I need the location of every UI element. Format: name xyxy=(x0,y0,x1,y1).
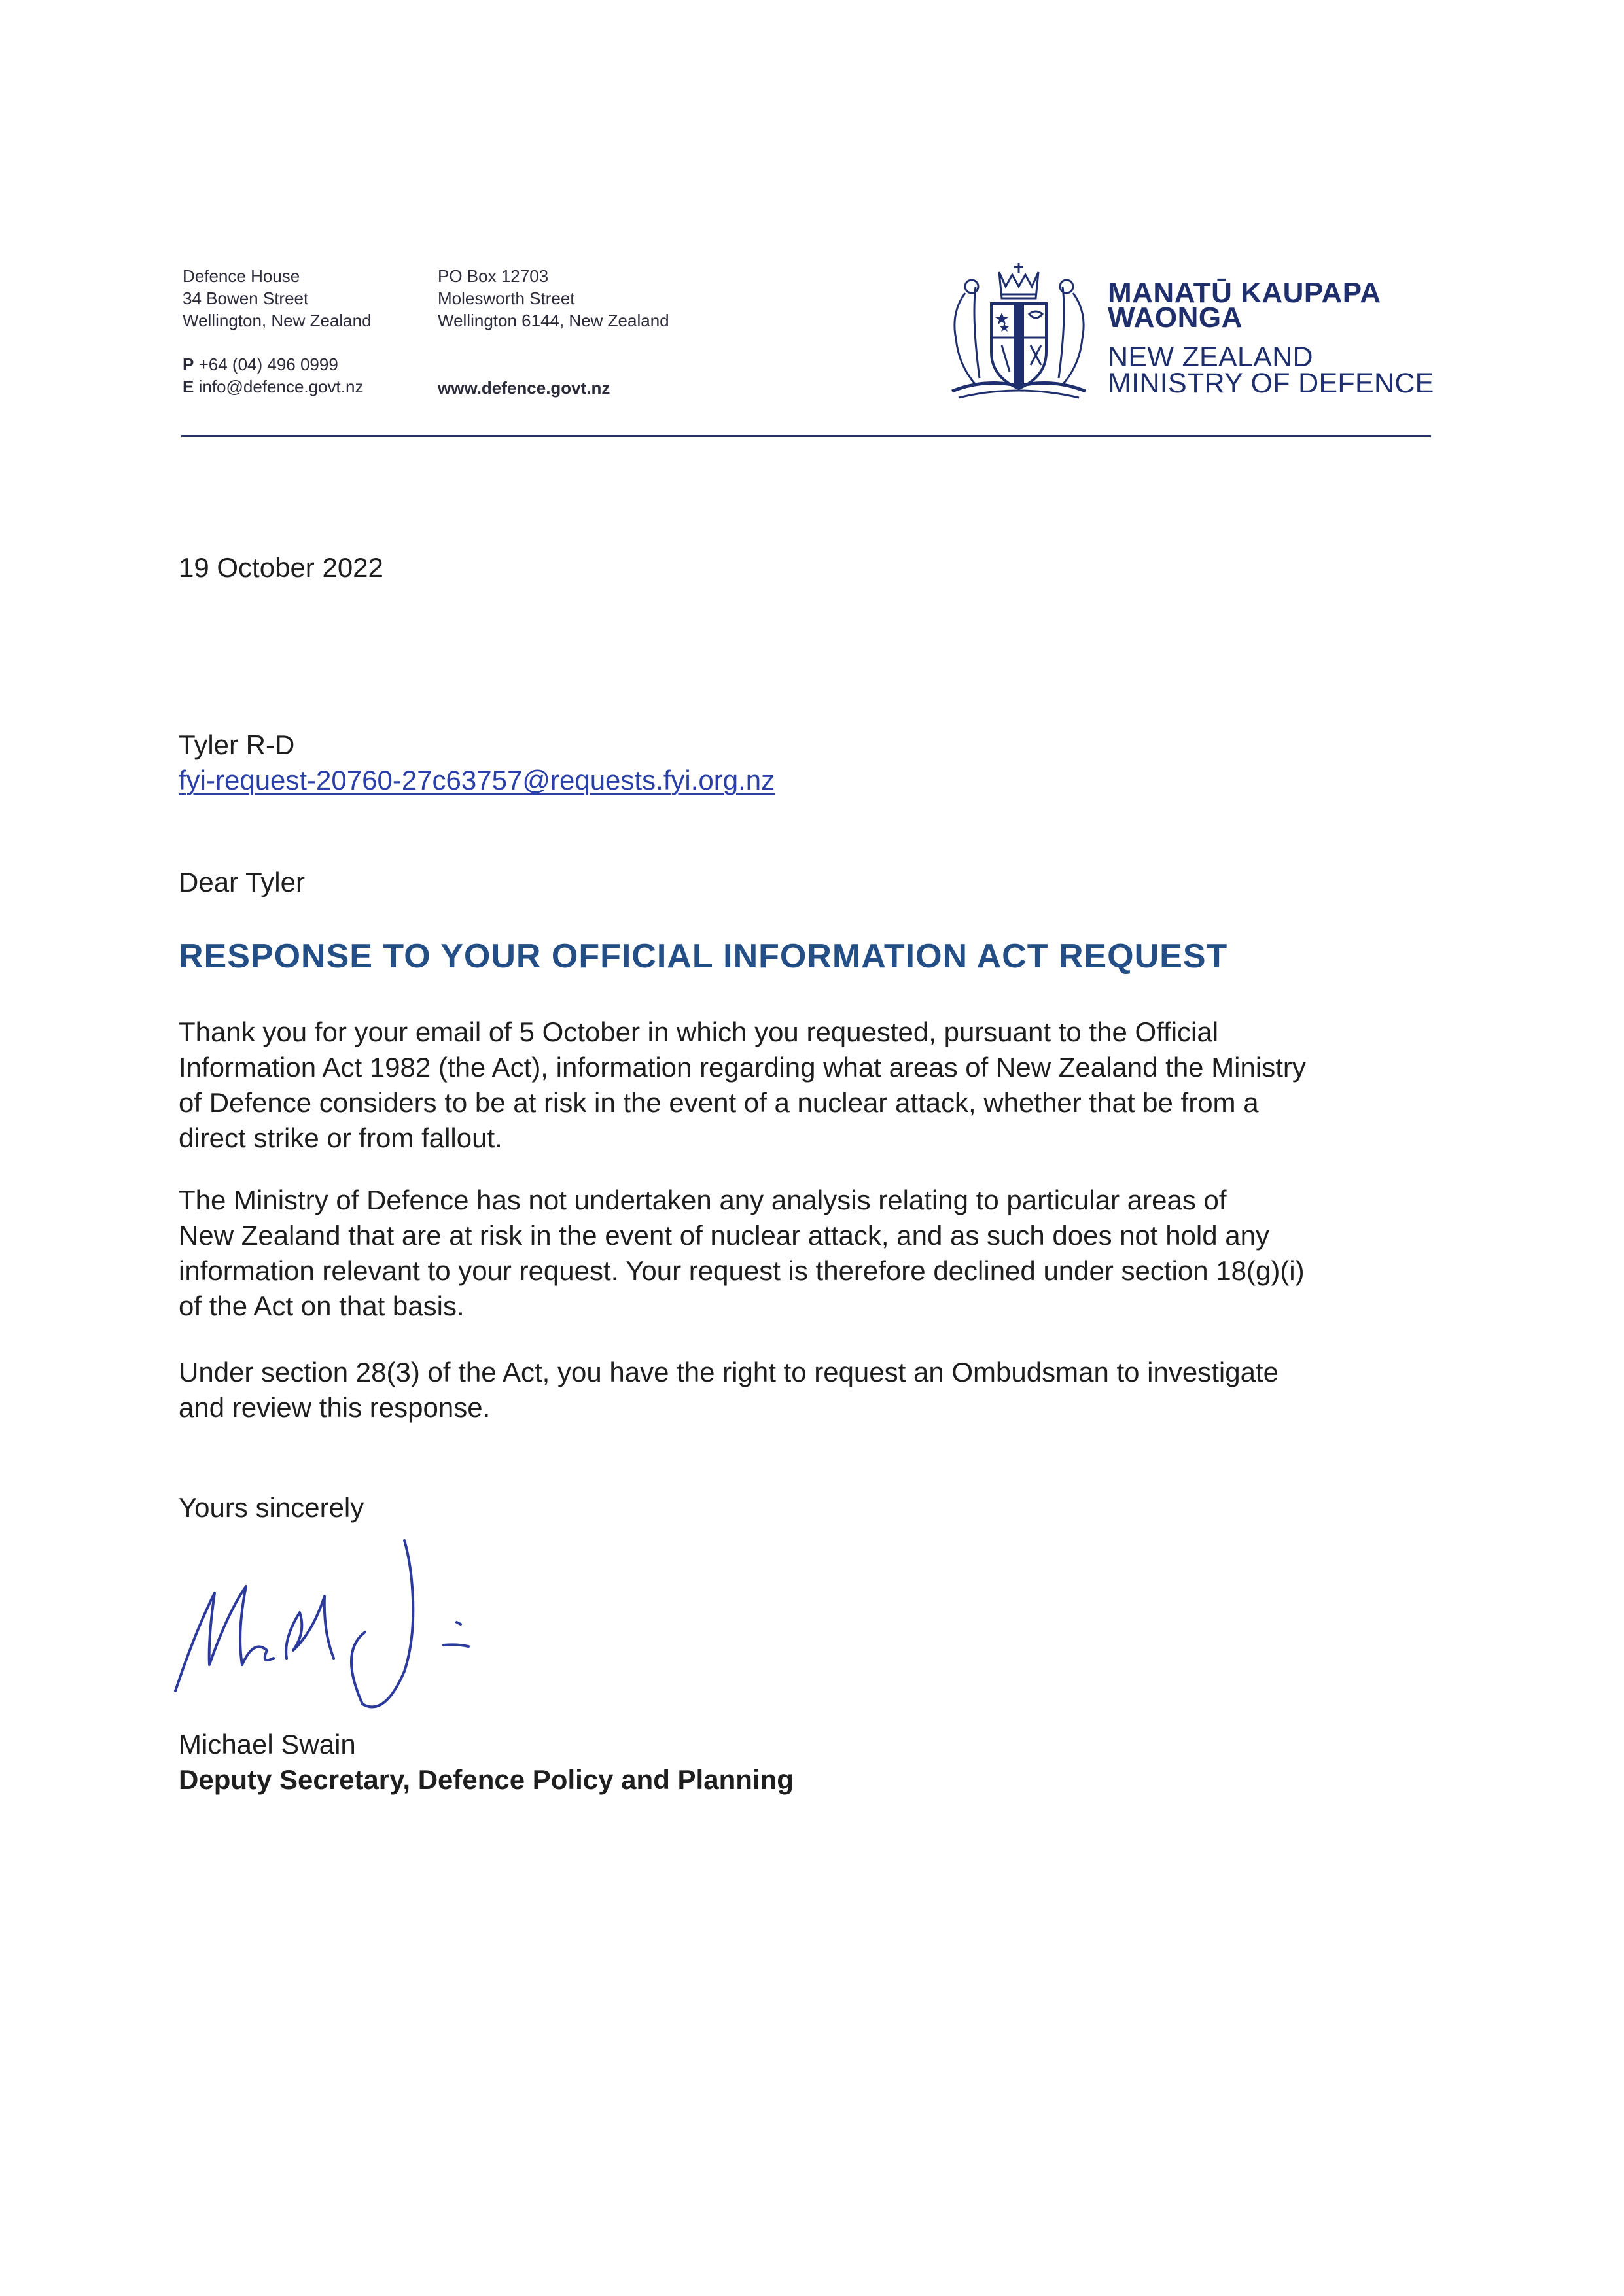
address-line: Wellington, New Zealand xyxy=(183,311,372,330)
address-block xyxy=(183,265,372,332)
recipient-name: Tyler R-D xyxy=(179,729,295,760)
letter-heading: RESPONSE TO YOUR OFFICIAL INFORMATION ACT REQUEST xyxy=(179,937,1228,975)
contact-block xyxy=(183,353,363,398)
paragraph-line: Under section 28(3) of the Act, you have the right to request an Ombudsman to investigate xyxy=(179,1357,1279,1387)
paragraph-decision xyxy=(179,1183,1461,1324)
email-prefix: E xyxy=(183,377,194,396)
handwritten-signature xyxy=(169,1534,496,1717)
email-line xyxy=(183,375,363,398)
paragraph-line: Thank you for your email of 5 October in which you requested, pursuant to the Official xyxy=(179,1017,1219,1047)
phone-line xyxy=(183,353,363,375)
header-divider xyxy=(181,435,1431,437)
closing: Yours sincerely xyxy=(179,1492,364,1523)
paragraph-request xyxy=(179,1015,1461,1156)
paragraph-line: The Ministry of Defence has not undertaken any analysis relating to particular areas of xyxy=(179,1185,1227,1215)
signatory-name: Michael Swain xyxy=(179,1729,356,1760)
phone-number: +64 (04) 496 0999 xyxy=(198,355,338,374)
po-line: PO Box 12703 xyxy=(438,266,549,286)
website: www.defence.govt.nz xyxy=(438,378,610,398)
recipient-email-link[interactable]: fyi-request-20760-27c63757@requests.fyi.org.nz xyxy=(179,765,775,795)
paragraph-line: of Defence considers to be at risk in the event of a nuclear attack, whether that be from a xyxy=(179,1087,1259,1118)
address-line: Defence House xyxy=(183,266,300,286)
address-line: 34 Bowen Street xyxy=(183,288,309,308)
paragraph-line: Information Act 1982 (the Act), information regarding what areas of New Zealand the Ministry xyxy=(179,1052,1306,1083)
brand-english-line1: NEW ZEALAND xyxy=(1108,341,1313,373)
letter-date: 19 October 2022 xyxy=(179,552,383,583)
po-line: Wellington 6144, New Zealand xyxy=(438,311,669,330)
phone-prefix: P xyxy=(183,355,194,374)
po-box-block xyxy=(438,265,669,332)
paragraph-line: New Zealand that are at risk in the event of nuclear attack, and as such does not hold any xyxy=(179,1220,1269,1251)
email-address: info@defence.govt.nz xyxy=(198,377,364,396)
salutation: Dear Tyler xyxy=(179,867,305,897)
coat-of-arms-logo xyxy=(939,260,1099,408)
brand-english-line2: MINISTRY OF DEFENCE xyxy=(1108,368,1434,399)
paragraph-line: information relevant to your request. Your request is therefore declined under section 18(g)(i) xyxy=(179,1255,1305,1286)
brand-maori-line1: MANATŪ KAUPAPA xyxy=(1108,277,1381,309)
paragraph-line: direct strike or from fallout. xyxy=(179,1122,503,1153)
paragraph-line: of the Act on that basis. xyxy=(179,1291,465,1321)
signatory-title: Deputy Secretary, Defence Policy and Planning xyxy=(179,1764,794,1795)
paragraph-line: and review this response. xyxy=(179,1392,491,1423)
po-line: Molesworth Street xyxy=(438,288,575,308)
brand-maori-line2: WAONGA xyxy=(1108,302,1243,334)
paragraph-ombudsman xyxy=(179,1355,1461,1425)
